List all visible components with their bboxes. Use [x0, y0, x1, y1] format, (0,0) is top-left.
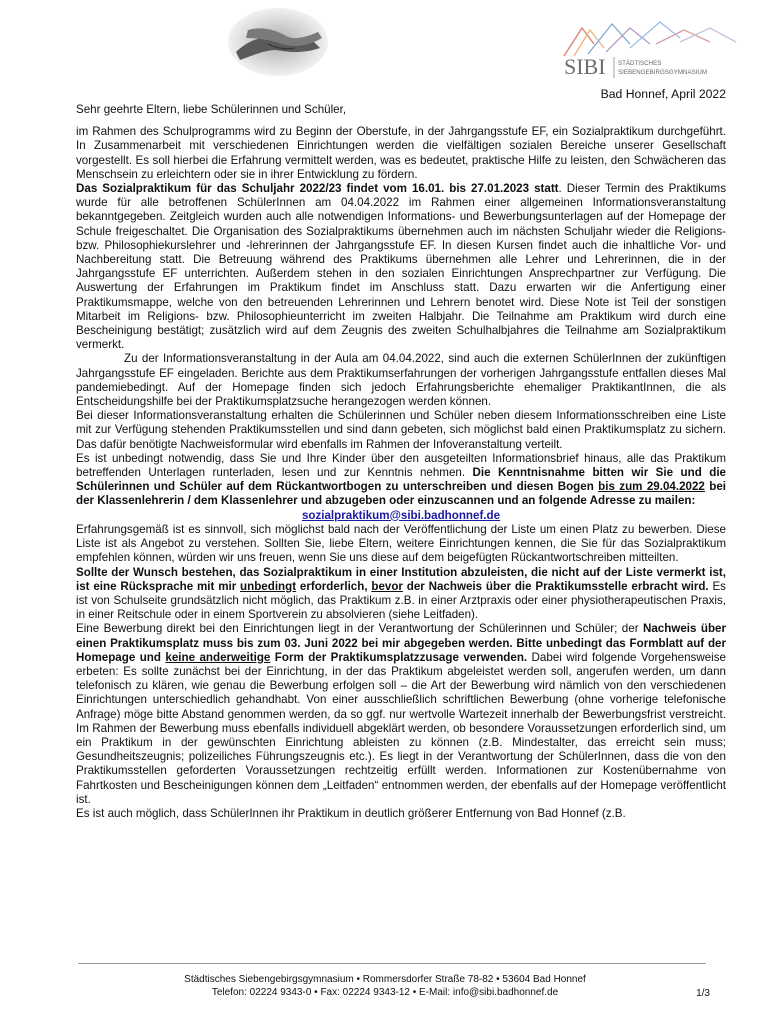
footer-address: Städtisches Siebengebirgsgymnasium • Rommersdorfer Straße 78-82 • 53604 Bad Honnef: [184, 974, 586, 985]
letter-body: [76, 103, 726, 821]
email-line: [76, 509, 726, 523]
paragraph-intro: im Rahmen des Schulprogramms wird zu Beginn der Oberstufe, in der Jahrgangsstufe EF, ein Sozialpraktikum durchgeführt. In Zusammenarbeit mit verschiedenen Einrichtungen werden die vielfältigen sozialen Bereiche unserer Gesellschaft vorgestellt. Es soll hierbei die Erfahrung vermittelt werden, was es bedeutet, praktische Hilfe zu leisten, den Schwächeren das Menschsein zu erleichtern oder sie in ihrer Entwicklung zu fördern.: [76, 125, 726, 181]
institution-unbedingt: unbedingt: [240, 579, 297, 593]
institution-bold-text-3: der Nachweis über die Praktikumsstelle erbracht wird.: [402, 579, 709, 593]
paragraph-procedure: [76, 622, 726, 807]
letter-date: Bad Honnef, April 2022: [600, 87, 726, 101]
procedure-bold-text: Nachweis über einen Praktikumsplatz muss bis zum 03. Juni 2022 bei mir abgegeben werden. Bitte unbedingt das Formblatt auf der Homepage und: [76, 622, 726, 664]
paragraph-acknowledgement: [76, 452, 726, 509]
paragraph-application: Erfahrungsgemäß ist es sinnvoll, sich möglichst bald nach der Veröffentlichung der Liste um einen Platz zu bewerben. Diese Liste ist als Angebot zu verstehen. Sollten Sie, liebe Eltern, weitere Einrichtungen kennen, die Sie für das Sozialpraktikum empfehlen können, würden wir uns freuen, wenn Sie uns diese auf dem beigefügten Rückantwortschreiben mitteilten.: [76, 522, 726, 565]
logo-line-2: SIEBENGEBIRGSGYMNASIUM: [618, 69, 708, 76]
paragraph-institution: [76, 566, 726, 623]
institution-bold-text: Sollte der Wunsch bestehen, das Sozialpraktikum in einer Institution abzuleisten, die nicht auf der Liste vermerkt ist, ist eine Rücksprache mit mir: [76, 565, 726, 593]
logo-sibi-text: SIBI: [564, 54, 606, 79]
email-link[interactable]: sozialpraktikum@sibi.badhonnef.de: [301, 508, 501, 522]
institution-bevor: bevor: [371, 579, 403, 593]
logo-line-1: STÄDTISCHES: [618, 60, 662, 67]
procedure-text: Eine Bewerbung direkt bei den Einrichtungen liegt in der Verantwortung der Schülerinnen und Schüler; der: [76, 622, 643, 636]
greeting: Sehr geehrte Eltern, liebe Schülerinnen und Schüler,: [76, 103, 347, 116]
paragraph-dates-text: . Dieser Termin des Praktikums wurde für alle betroffenen SchülerInnen am 04.04.2022 im Rahmen einer allgemeinen Informationsveranstaltung bekanntgegeben. Zeitgleich wurden auch alle notwendigen Informations- und Bewerbungsunterlagen auf der Homepage der Schule freigeschaltet. Die Organisation des Sozialpraktikums übernehmen auch im nächsten Schuljahr wieder die Religions- bzw. Philosophiekurslehrer und -lehrerinnen der Jahrgangsstufe EF. In diesen Kursen findet auch die inhaltliche Vor- und Nachbereitung statt. Die Betreuung während des Praktikums übernehmen alle Lehrer und Lehrerinnen, die in der Jahrgangsstufe EF unterrichten. Außerdem stehen in den sozialen Einrichtungen Ansprechpartner zur Verfügung. Die Auswertung der Erfahrungen im Praktikum findet im Anschluss statt. Dazu erwarten wir die Anfertigung einer Praktikumsmappe, welche von den betreuenden Lehrerinnen und Lehrern benotet wird. Diese Note ist Teil der sonstigen Mitarbeit im Religions- bzw. Philosophieunterricht im zweiten Halbjahr. Die Teilnahme am Praktikum wird durch eine Bescheinigung bestätigt; zusätzlich wird auf dem Zeugnis des zweiten Schulhalbjahres die Teilnahme am Sozialpraktikum vermerkt.: [76, 182, 726, 352]
ack-deadline: bis zum 29.04.2022: [598, 480, 705, 494]
institution-bold: [76, 566, 726, 593]
paragraph-dates: [76, 182, 726, 352]
procedure-bold-text-2: Form der Praktikumsplatzzusage verwenden.: [270, 650, 528, 664]
ack-bold-text: Die Kenntnisnahme bitten wir Sie und die Schülerinnen und Schüler auf dem Rückantwortbogen zu unterschreiben und diesen Bogen: [76, 466, 726, 494]
paragraph-info-event: Zu der Informationsveranstaltung in der Aula am 04.04.2022, sind auch die externen SchülerInnen der zukünftigen Jahrgangsstufe EF eingeladen. Berichte aus dem Praktikumserfahrungen der vorherigen Jahrgangsstufe entfallen dieses Mal pandemiebedingt. Auf der Homepage finden sich jedoch Erfahrungsberichte ehemaliger PraktikantInnen, die als Entscheidungshilfe bei der Praktikumsplatzsuche herangezogen werden können.: [76, 352, 726, 409]
school-logo: [560, 14, 740, 84]
ack-text: Es ist unbedingt notwendig, dass Sie und Ihre Kinder über den ausgeteilten Informationsbrief hinaus, alle das Praktikum betreffenden Unterlagen runterladen, lesen und zur Kenntnis nehmen.: [76, 451, 726, 480]
institution-text: Es ist von Schulseite grundsätzlich nicht möglich, das Praktikum z.B. in einer Arztpraxis oder einer physiotherapeutischen Praxis, in einer Reitschule oder in einem Sportverein zu absolvieren (siehe Leitfaden).: [76, 579, 726, 622]
hands-photo: [228, 8, 328, 76]
procedure-underline: keine anderweitige: [165, 650, 271, 664]
institution-bold-text-2: erforderlich,: [296, 579, 372, 593]
footer: [0, 973, 770, 999]
ack-bold-text-2: bei der Klassenlehrerin / dem Klassenlehrer und abzugeben oder einzuscannen und an folgende Adresse zu mailen:: [76, 480, 726, 508]
page-number: 1/3: [696, 988, 710, 999]
procedure-text-2: Dabei wird folgende Vorgehensweise erbeten: Es sollte zunächst bei der Einrichtung, in der das Praktikum abgeleistet werden soll, angerufen werden, um dann telefonisch zu klären, wie genau die Bewerbung erfolgen soll – die Art der Bewerbung wird nämlich von den verschiedenen Einrichtungen unterschiedlich gehandhabt. Von einer ausschließlich schriftlichen Bewerbung (ohne vorherige telefonische Anfrage) möge bitte Abstand genommen werden, da so ggf. nur wertvolle Wartezeit innerhalb der Bewerbungsfrist verstreicht. Im Rahmen der Bewerbung muss ebenfalls individuell abgeklärt werden, ob besondere Voraussetzungen erforderlich sind, um ein Praktikum in der gewünschten Einrichtung ableisten zu können (z.B. Mindestalter, das erreicht sein muss; Gesundheitszeugnis; polizeiliches Führungszeugnis etc.). Es liegt in der Verantwortung der SchülerInnen, dass die von den Praktikumsstellen geforderten Voraussetzungen rechtzeitig erfüllt werden. Informationen zur Kostenübernahme von Fahrtkosten und Bescheinigungen können dem „Leitfaden“ entnommen werden, der ebenfalls auf der Homepage veröffentlicht ist.: [76, 650, 726, 806]
paragraph-distance: Es ist auch möglich, dass SchülerInnen ihr Praktikum in deutlich größerer Entfernung von Bad Honnef (z.B.: [76, 806, 626, 820]
paragraph-list: Bei dieser Informationsveranstaltung erhalten die Schülerinnen und Schüler neben diesem Informationsschreiben eine Liste mit zur Verfügung stehenden Praktikumsstellen und sind dann gebeten, sich möglichst bald einen Praktikumsplatz zu sichern. Das dafür benötigte Nachweisformular wird ebenfalls im Rahmen der Infoveranstaltung verteilt.: [76, 409, 726, 451]
footer-divider: [78, 963, 706, 964]
dates-highlight: Das Sozialpraktikum für das Schuljahr 2022/23 findet vom 16.01. bis 27.01.2023 statt: [76, 182, 559, 196]
footer-contact: Telefon: 02224 9343-0 • Fax: 02224 9343-12 • E-Mail: info@sibi.badhonnef.de: [211, 987, 559, 998]
